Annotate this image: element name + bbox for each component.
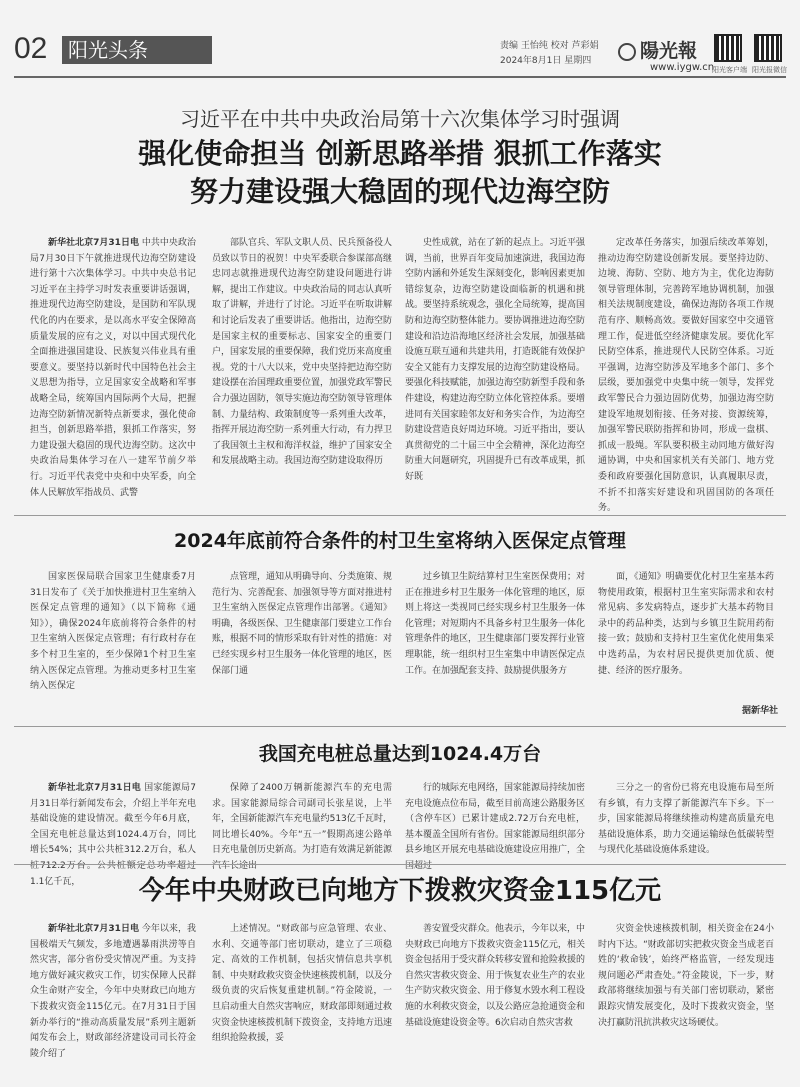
article2-column-2 — [212, 570, 392, 710]
dateline: 新华社北京7月31日电 — [48, 238, 139, 248]
article3-text: 三分之一的省份已将充电设施布局至所有乡镇，有力支撑了新能源汽车下乡。下一步，国家能源局将继续推动构建高质量充电基础设施体系，助力交通运输绿色低碳转型与现代化基础设施体系建设。 — [598, 783, 774, 856]
article3-column-2 — [212, 781, 393, 871]
article1-column-1 — [30, 236, 196, 506]
article1-headline-line1: 强化使命担当 创新思路举措 狠抓工作落实 — [138, 137, 662, 170]
article1-column-3 — [405, 236, 585, 506]
article3-text: 行的城际充电网络，国家能源局持续加密充电设施点位布局，截至目前高速公路服务区（含停车区）已累计建成2.72万台充电桩，基本覆盖全国所有省份。国家能源局组织部分县乡地区开展充电基础设施建设应用推广，全国超过 — [405, 783, 586, 871]
article1-text: 中共中央政治局7月30日下午就推进现代边海空防建设进行第十六次集体学习。中共中央总书记习近平在主持学习时发表重要讲话强调，推进现代边海空防建设，是国防和军队现代化的内在要求，是以高水平安全保障高质量发展的应有之义，对以中国式现代化全面推进强国建设、民族复兴伟业具有重要意义。要坚持以新时代中国特色社会主义思想为指导，立足国家安全战略和军事战略全局，统筹国内国际两个大局，把握边海空防新情况新特点新要求，强化使命担当，创新思路举措，狠抓工作落实，努力建设强大稳固的现代边海空防。这次中央政治局集体学习在八一建军节前夕举行。习近平代表党中央和中央军委，向全体人民解放军指战员、武警 — [30, 238, 196, 498]
article2-column-3 — [405, 570, 585, 710]
article1-column-2 — [212, 236, 392, 506]
article3-text: 国家能源局7月31日举行新闻发布会，介绍上半年充电基础设施的建设情况。截至今年6月底，全国充电桩总量达到1024.4万台，同比增长54%；其中公共桩312.2万台，私人桩712.2万台。公共桩额定总功率超过1.1亿千瓦， — [30, 783, 196, 887]
newspaper-logo — [618, 36, 697, 63]
header-divider — [14, 76, 786, 78]
article2-text: 过乡镇卫生院结算村卫生室医保费用；对正在推进乡村卫生服务一体化管理的地区，原则上将这一类视同已经实现乡村卫生服务一体化管理；对短期内不具备乡村卫生服务一体化管理条件的地区，卫生健康部门要发挥行业管理职能，统一组织村卫生室集中申请医保定点工作。在加强配套支持、鼓励提供服务方 — [405, 572, 586, 676]
editors-line: 责编 王怡纯 校对 芦彩娟 — [500, 41, 599, 51]
article2-credit: 据新华社 — [742, 706, 779, 716]
article2-column-1 — [30, 570, 196, 710]
article1-column-4 — [598, 236, 774, 514]
article2-text: 国家医保局联合国家卫生健康委7月31日发布了《关于加快推进村卫生室纳入医保定点管理的通知》（以下简称《通知》），确保2024年底前将符合条件的村卫生室纳入医保定点管理；有行政村存在多个村卫生室的，至少保障1个村卫生室纳入医保定点管理。为推动更多村卫生室纳入医保定 — [30, 572, 196, 692]
issue-date: 2024年8月1日 星期四 — [500, 56, 592, 66]
article-divider — [14, 726, 786, 727]
article1-text: 定改革任务落实，加强后续改革筹划，推动边海空防建设创新发展。要坚持边防、边境、海防、空防、地方为主，优化边海防领导管理体制，完善跨军地协调机制，加强相关法规制度建设，确保边海防各项工作规范有序、顺畅高效。要做好国家空中交通管理工作，促进低空经济健康发展。要优化军民防空体系，推进现代人民防空体系。习近平强调，边海空防涉及军地多个部门、多个层级，要加强党中央集中统一领导，发挥党政军警民合力强边固防优势，加强边海空防建设军地规划衔接、任务对接、资源统筹，加强军警民联防指挥和协同，形成一盘棋、抓成一股绳。军队要积极主动同地方做好沟通协调，中央和国家机关有关部门、地方党委和政府要强化国防意识，认真履职尽责，不折不扣落实好建设和巩固国防的各项任务。 — [598, 238, 774, 514]
article4-column-4 — [598, 922, 774, 1078]
article4-text: 善安置受灾群众。他表示，今年以来，中央财政已向地方下拨救灾资金115亿元，相关资金包括用于受灾群众转移安置和抢险救援的自然灾害救灾资金、用于恢复农业生产的农业生产防灾救灾资金、用于修复水毁水利工程设施的水利救灾资金，以及公路应急抢通资金和基础设施建设资金等。6次启动自然灾害救 — [405, 924, 586, 1028]
article3-text: 保障了2400万辆新能源汽车的充电需求。国家能源局综合司副司长张星说，上半年，全国新能源汽车充电量约513亿千瓦时，同比增长40%。今年“五一”假期高速公路单日充电量创历史新高。为打造有效满足新能源汽车长途出 — [212, 783, 393, 871]
qr-code-icon[interactable] — [754, 34, 782, 62]
article2-text: 点管理，通知从明确导向、分类施策、规范行为、完善配套、加强领导等方面对推进村卫生室纳入医保定点管理作出部署。《通知》明确，各级医保、卫生健康部门要建立工作台账，根据不同的情形采取有针对性的措施：对已经实现乡村卫生服务一体化管理的地区，医保部门通 — [212, 572, 393, 676]
article4-column-1 — [30, 922, 196, 1078]
article1-text: 史性成就，站在了新的起点上。习近平强调，当前，世界百年变局加速演进，我国边海空防内涵和外延发生深刻变化，影响因素更加错综复杂，边海空防建设面临新的机遇和挑战。要坚持系统观念，强化全局统筹，提高国防和边海空防整体能力。要协调推进边海空防建设和沿边沿海地区经济社会发展，加强基础设施互联互通和共建共用，打造既能有效保护安全又能有力支撑发展的边海空防建设格局。要强化科技赋能，加强边海空防新型手段和条件建设，构建边海空防立体化管控体系。要增进同有关国家睦邻友好和务实合作，为边海空防建设营造良好周边环境。习近平指出，要认真贯彻党的二十届三中全会精神，深化边海空防重大问题研究，巩固提升已有改革成果，抓好既 — [405, 238, 586, 482]
section-title: 阳光头条 — [62, 36, 212, 64]
qr-code-icon[interactable] — [714, 34, 742, 62]
article3-headline: 我国充电桩总量达到1024.4万台 — [258, 743, 542, 765]
qr-label: 阳光报微信 — [752, 66, 787, 74]
website-link[interactable]: www.iygw.cn — [650, 62, 715, 73]
article4-text: 上述情况。“财政部与应急管理、农业、水利、交通等部门密切联动，建立了三项稳定、高效的工作机制，包括灾情信息共享机制、中央财政救灾资金快速核拨机制，以及分级负责的灾后恢复重建机制。”符金陵说，一旦启动重大自然灾害响应，财政部即刻通过救灾资金快速核拨机制下拨资金，支持地方迅速组织抢险救援，妥 — [212, 924, 393, 1044]
article-divider — [14, 515, 786, 516]
article4-column-3 — [405, 922, 585, 1078]
article1-headline-line2: 努力建设强大稳固的现代边海空防 — [189, 175, 610, 208]
article2-text: 面，《通知》明确要优化村卫生室基本药物使用政策，根据村卫生室实际需求和农村常见病、多发病特点，逐步扩大基本药物目录中的药品种类，达到与乡镇卫生院用药衔接一致；鼓励和支持村卫生室优化使用集采中选药品，为农村居民提供更加优质、便捷、经济的医疗服务。 — [598, 572, 774, 676]
article2-column-4 — [598, 570, 774, 698]
dateline: 新华社北京7月31日电 — [48, 924, 139, 934]
logo-text: 陽光報 — [640, 40, 698, 62]
article3-column-4 — [598, 781, 774, 861]
dateline: 新华社北京7月31日电 — [48, 783, 142, 793]
article4-text: 灾资金快速核拨机制，相关资金在24小时内下达。“财政部切实把救灾资金当成老百姓的‘救命钱’，始终严格监管，一经发现违规问题必严肃查处。”符金陵说，下一步，财政部将继续加强与有关部门密切联动，紧密跟踪灾情发展变化，及时下拨救灾资金，坚决打赢防汛抗洪救灾这场硬仗。 — [598, 924, 774, 1028]
article2-headline: 2024年底前符合条件的村卫生室将纳入医保定点管理 — [174, 530, 626, 552]
article1-pretitle: 习近平在中共中央政治局第十六次集体学习时强调 — [180, 107, 620, 131]
article3-column-3 — [405, 781, 586, 871]
article4-headline: 今年中央财政已向地方下拨救灾资金115亿元 — [138, 876, 662, 906]
article1-text: 部队官兵、军队文职人员、民兵预备役人员致以节日的祝贺！中央军委联合参谋部高继忠同志就推进现代边海空防建设问题进行讲解，提出工作建议。中央政治局的同志认真听取了讲解，并进行了讨论。习近平在听取讲解和讨论后发表了重要讲话。他指出，边海空防是国家主权的重要标志、国家安全的重要门户，国家发展的重要保障，我们党历来高度重视。党的十八大以来，党中央坚持把边海空防建设摆在治国理政重要位置，加强党政军警民合力强边固防，领导实施边海空防领导管理体制、力量结构、政策制度等一系列重大改革，指挥开展边海空防一系列重大行动，有力捍卫了我国领土主权和海洋权益，维护了国家安全和发展战略主动。我国边海空防建设取得历 — [212, 238, 393, 467]
qr-label: 阳光客户端 — [712, 66, 747, 74]
article3-column-1 — [30, 781, 196, 887]
article4-text: 今年以来，我国极端天气频发，多地遭遇暴雨洪涝等自然灾害，部分省份受灾情况严重。为支持地方做好减灾救灾工作，切实保障人民群众生命财产安全，今年中央财政已向地方下拨救灾资金115亿元。在7月31日于国新办举行的“推动高质量发展”系列主题新闻发布会上，财政部经济建设司司长符金陵介绍了 — [30, 924, 196, 1059]
article-divider — [14, 864, 786, 865]
logo-mark-icon — [618, 43, 636, 61]
article4-column-2 — [212, 922, 392, 1078]
page-number: 02 — [14, 32, 48, 65]
masthead — [0, 0, 800, 78]
